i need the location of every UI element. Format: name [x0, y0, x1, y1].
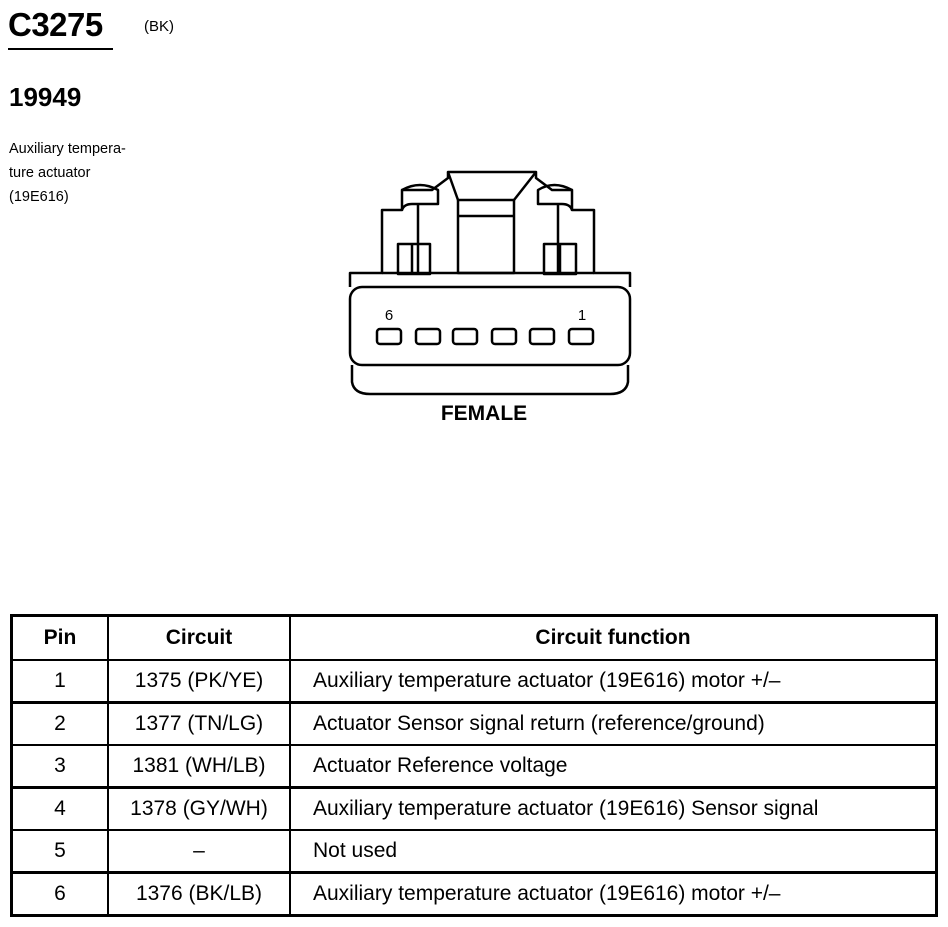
cell-circuit: 1376 (BK/LB) [108, 873, 290, 916]
cell-pin: 6 [12, 873, 109, 916]
connector-center-latch [458, 200, 514, 273]
cell-function: Auxiliary temperature actuator (19E616) motor +/– [290, 873, 937, 916]
connector-face-drawing [340, 160, 640, 400]
cell-pin: 5 [12, 830, 109, 873]
pin-cavities [377, 329, 593, 344]
cell-function: Auxiliary temperature actuator (19E616) Sensor signal [290, 788, 937, 831]
cell-circuit: 1375 (PK/YE) [108, 660, 290, 703]
cell-circuit: 1381 (WH/LB) [108, 745, 290, 788]
cell-pin: 1 [12, 660, 109, 703]
cell-circuit: 1378 (GY/WH) [108, 788, 290, 831]
header-circuit-function: Circuit function [290, 616, 937, 661]
component-description [9, 137, 126, 209]
header-circuit: Circuit [108, 616, 290, 661]
pin-cavity-3 [492, 329, 516, 344]
connector-color: (BK) [144, 18, 174, 35]
cell-function: Actuator Reference voltage [290, 745, 937, 788]
pin-cavity-5 [416, 329, 440, 344]
connector-id-underline [8, 48, 113, 50]
connector-upper-housing [350, 172, 630, 287]
header-pin: Pin [12, 616, 109, 661]
pin-cavity-2 [530, 329, 554, 344]
cell-pin: 3 [12, 745, 109, 788]
pin-cavity-1 [569, 329, 593, 344]
table-row [12, 745, 937, 788]
table-row [12, 660, 937, 703]
cell-pin: 2 [12, 703, 109, 746]
pin-label-left: 6 [384, 307, 394, 324]
table-header-row [12, 616, 937, 661]
cell-pin: 4 [12, 788, 109, 831]
cell-function: Actuator Sensor signal return (reference/ground) [290, 703, 937, 746]
pin-cavity-4 [453, 329, 477, 344]
pinout-table [10, 614, 938, 917]
cell-function: Auxiliary temperature actuator (19E616) motor +/– [290, 660, 937, 703]
table-row [12, 873, 937, 916]
table-row [12, 703, 937, 746]
table-row [12, 788, 937, 831]
connector-bottom-lip [352, 365, 628, 394]
cell-circuit: 1377 (TN/LG) [108, 703, 290, 746]
connector-id: C3275 [8, 6, 103, 43]
pin-cavity-6 [377, 329, 401, 344]
component-description-line: ture actuator [9, 165, 91, 181]
component-description-line: (19E616) [9, 189, 69, 205]
component-description-line: Auxiliary tempera- [9, 141, 126, 157]
part-number: 19949 [9, 82, 82, 112]
connector-gender-label: FEMALE [440, 402, 528, 425]
cell-circuit: – [108, 830, 290, 873]
cell-function: Not used [290, 830, 937, 873]
pin-label-right: 1 [577, 307, 587, 324]
connector-mating-face [350, 287, 630, 365]
table-row [12, 830, 937, 873]
connector-left-window [398, 244, 430, 274]
